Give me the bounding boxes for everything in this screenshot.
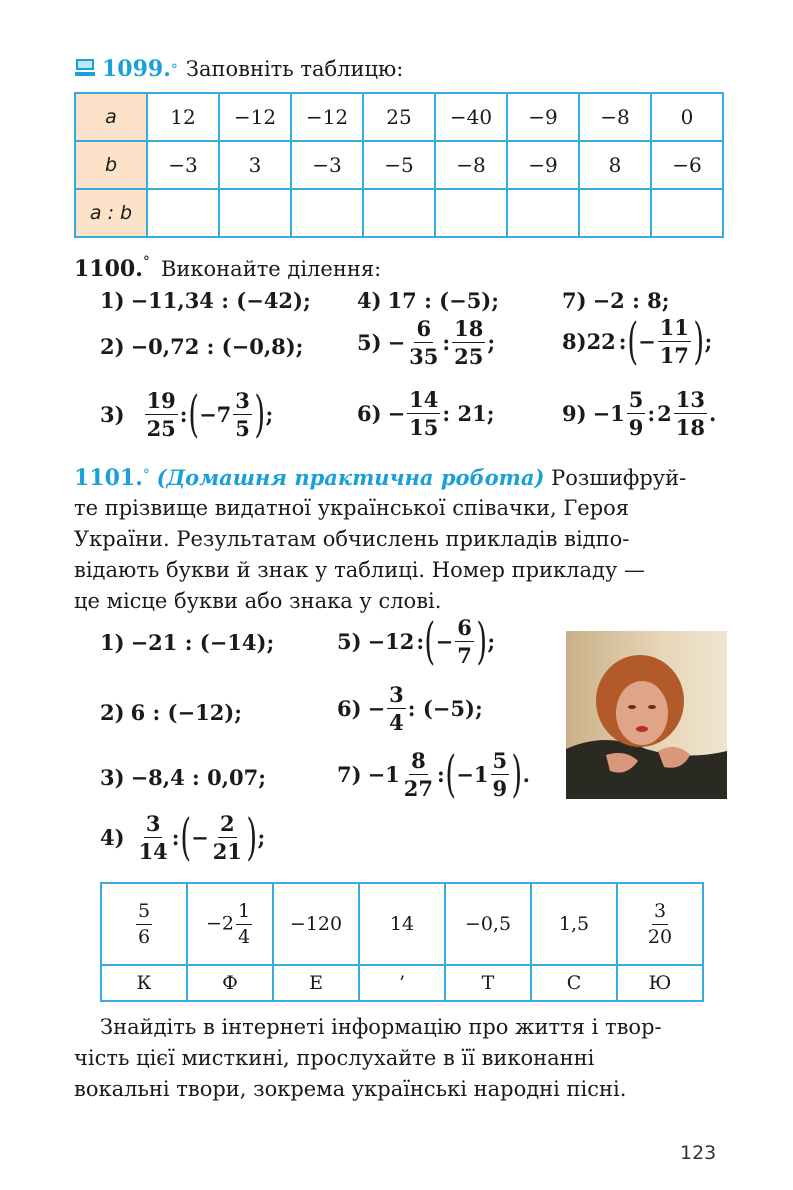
left-paren: ( xyxy=(424,612,436,670)
minus-sign: − xyxy=(638,328,656,354)
table-cell: −0,5 xyxy=(445,883,531,965)
operator: : xyxy=(416,628,425,654)
item-expression: : 21; xyxy=(442,401,495,426)
item-expression: −11,34 : (−42); xyxy=(130,288,311,313)
letter-cell: Т xyxy=(445,965,531,1001)
minus-sign: − xyxy=(435,628,454,654)
text-line: України. Результатам обчислень прикладів відпо- xyxy=(74,527,630,551)
minus-sign: − xyxy=(191,824,209,850)
answer-cell[interactable] xyxy=(435,189,507,237)
item-expression: 17 : (−5); xyxy=(387,288,499,313)
ex1100-item-5 xyxy=(357,318,495,367)
degree-mark: ° xyxy=(142,254,150,270)
table-cell: −5 xyxy=(363,141,435,189)
operator: : xyxy=(618,328,627,354)
denominator: 5 xyxy=(235,415,250,441)
ex1101-item-6 xyxy=(337,684,483,733)
ex1100-text: Виконайте ділення: xyxy=(160,257,382,281)
ex1101-heading xyxy=(74,462,724,494)
table-cell: −6 xyxy=(651,141,723,189)
letter-cell: Ю xyxy=(617,965,703,1001)
fraction xyxy=(233,387,252,441)
item-label: 1) xyxy=(100,630,125,655)
answer-cell[interactable] xyxy=(147,189,219,237)
left-paren: ( xyxy=(187,385,199,443)
ex1100-item-2 xyxy=(100,334,303,359)
table-row xyxy=(101,965,703,1001)
numerator: 11 xyxy=(659,314,689,340)
table-cell: 1,5 xyxy=(531,883,617,965)
denominator: 6 xyxy=(137,925,151,948)
ex1101-text-first: Розшифруй- xyxy=(551,466,687,490)
ex1101-item-2 xyxy=(100,700,242,725)
table-cell: −40 xyxy=(435,93,507,141)
denominator: 35 xyxy=(409,344,439,369)
ex1100-item-9 xyxy=(562,389,716,438)
item-label: 3) xyxy=(100,765,125,790)
numerator: 6 xyxy=(457,614,472,640)
left-paren: ( xyxy=(626,312,638,370)
text-line: це місце букви або знака у слові. xyxy=(74,589,442,613)
punctuation: ; xyxy=(257,824,266,850)
decoding-table xyxy=(100,882,704,1002)
table-row xyxy=(101,883,703,965)
punctuation: ; xyxy=(265,401,274,427)
ex1100-item-6 xyxy=(357,389,494,438)
ex1101-item-4 xyxy=(100,808,266,866)
item-label: 6) xyxy=(337,696,362,721)
left-paren: ( xyxy=(179,808,191,866)
table-cell: 25 xyxy=(363,93,435,141)
ex1101-title: (Домашня практична робота) xyxy=(156,465,545,490)
letter-cell: Е xyxy=(273,965,359,1001)
answer-cell[interactable] xyxy=(219,189,291,237)
fraction xyxy=(452,318,485,367)
denominator: 21 xyxy=(212,838,242,864)
right-paren: ) xyxy=(476,612,488,670)
denominator: 7 xyxy=(457,642,472,668)
ex1100-heading xyxy=(74,256,381,282)
row-label-a: a xyxy=(75,93,147,141)
answer-cell[interactable] xyxy=(291,189,363,237)
ex1101-item-5 xyxy=(337,612,496,670)
item-expression: −2 : 8; xyxy=(592,288,670,313)
item-label: 1) xyxy=(100,288,125,313)
ex1100-item-1 xyxy=(100,288,311,313)
mixed-whole: 2 xyxy=(657,401,672,426)
item-label: 9) xyxy=(562,401,587,426)
denominator: 20 xyxy=(647,925,673,948)
item-expression: −8,4 : 0,07; xyxy=(130,765,266,790)
fraction xyxy=(491,747,510,801)
operator: : xyxy=(179,401,188,427)
text-line: те прізвище видатної української співачки, Героя xyxy=(74,496,630,520)
table-row xyxy=(75,189,723,237)
numerator: 5 xyxy=(136,902,152,925)
table-cell: 14 xyxy=(359,883,445,965)
mixed-whole: −1 xyxy=(456,761,489,787)
numerator: 14 xyxy=(409,387,439,412)
denominator: 25 xyxy=(454,344,484,369)
item-label: 2) xyxy=(100,700,125,725)
minus-sign: − xyxy=(367,696,386,721)
item-expression: −21 : (−14); xyxy=(130,630,275,655)
numerator: 1 xyxy=(236,902,252,925)
mixed-whole: −1 xyxy=(592,401,625,426)
fraction xyxy=(674,389,707,438)
operator: : xyxy=(171,824,180,850)
item-label: 2) xyxy=(100,334,125,359)
item-expression: : (−5); xyxy=(407,696,483,721)
item-label: 5) xyxy=(337,628,362,654)
page-number: 123 xyxy=(680,1142,717,1164)
table-cell: −12 xyxy=(291,93,363,141)
table-cell xyxy=(617,883,703,965)
fraction xyxy=(145,387,178,441)
ex1099-heading xyxy=(74,56,403,82)
item-expression: 6 : (−12); xyxy=(130,700,242,725)
denominator: 4 xyxy=(237,925,251,948)
fraction xyxy=(627,389,646,438)
mixed-whole: −1 xyxy=(367,761,400,787)
table-cell: −9 xyxy=(507,93,579,141)
right-paren: ) xyxy=(693,312,705,370)
row-label-quotient: a : b xyxy=(75,189,147,237)
table-cell: 8 xyxy=(579,141,651,189)
answer-cell[interactable] xyxy=(363,189,435,237)
denominator: 27 xyxy=(403,775,434,801)
numerator: 19 xyxy=(146,387,176,413)
ex1100-item-8 xyxy=(562,312,713,370)
computer-icon xyxy=(74,58,96,78)
item-label: 5) xyxy=(357,330,382,355)
table-cell: −8 xyxy=(579,93,651,141)
mixed-whole: −2 xyxy=(205,912,234,934)
item-label: 6) xyxy=(357,401,382,426)
ex1100-item-7 xyxy=(562,288,670,313)
answer-cell[interactable] xyxy=(651,189,723,237)
ex1099-table xyxy=(74,92,724,238)
left-paren: ( xyxy=(445,745,456,803)
denominator: 15 xyxy=(409,415,439,440)
fraction xyxy=(387,684,406,733)
item-label: 4) xyxy=(357,288,382,313)
row-label-b: b xyxy=(75,141,147,189)
answer-cell[interactable] xyxy=(507,189,579,237)
numerator: 5 xyxy=(628,387,644,412)
punctuation: ; xyxy=(487,330,496,355)
item-label: 4) xyxy=(100,824,125,850)
denominator: 18 xyxy=(675,415,706,440)
numerator: 3 xyxy=(652,902,668,925)
numerator: 5 xyxy=(492,747,508,773)
ex1099-number: 1099. xyxy=(102,56,171,82)
numerator: 2 xyxy=(219,810,235,836)
degree-mark: ° xyxy=(142,467,150,483)
whole-number: −12 xyxy=(367,628,415,654)
fraction xyxy=(407,318,440,367)
item-label: 3) xyxy=(100,401,125,427)
denominator: 4 xyxy=(389,710,404,735)
fraction xyxy=(211,810,244,864)
operator: : xyxy=(647,401,656,426)
ex1101-item-1 xyxy=(100,630,274,655)
mixed-whole: −7 xyxy=(199,401,232,427)
denominator: 14 xyxy=(138,838,168,864)
item-label: 8) xyxy=(562,328,587,354)
item-label: 7) xyxy=(337,761,362,787)
ex1100-item-3 xyxy=(100,385,274,443)
ex1101-item-3 xyxy=(100,765,266,790)
singer-portrait-image xyxy=(566,631,727,799)
punctuation: . xyxy=(522,761,530,787)
numerator: 3 xyxy=(389,682,404,707)
ex1101-description xyxy=(74,493,724,617)
table-cell: −3 xyxy=(147,141,219,189)
right-paren: ) xyxy=(254,385,266,443)
fraction xyxy=(137,810,170,864)
table-cell: −8 xyxy=(435,141,507,189)
table-cell xyxy=(187,883,273,965)
right-paren: ) xyxy=(246,808,258,866)
right-paren: ) xyxy=(511,745,523,803)
minus-sign: − xyxy=(387,330,406,355)
numerator: 6 xyxy=(416,316,432,341)
text-line: чість цієї мисткині, прослухайте в її виконанні xyxy=(74,1046,595,1070)
whole-number: 22 xyxy=(586,328,616,354)
numerator: 8 xyxy=(411,747,426,773)
numerator: 18 xyxy=(454,316,484,341)
answer-cell[interactable] xyxy=(579,189,651,237)
letter-cell: ’ xyxy=(359,965,445,1001)
punctuation: ; xyxy=(487,628,496,654)
denominator: 9 xyxy=(492,775,508,801)
table-cell: −120 xyxy=(273,883,359,965)
denominator: 9 xyxy=(628,415,644,440)
table-cell: −12 xyxy=(219,93,291,141)
table-cell: 12 xyxy=(147,93,219,141)
fraction xyxy=(402,747,435,801)
text-line: вокальні твори, зокрема українські народні пісні. xyxy=(74,1077,627,1101)
table-cell: 3 xyxy=(219,141,291,189)
table-cell: 0 xyxy=(651,93,723,141)
fraction xyxy=(407,389,440,438)
numerator: 13 xyxy=(675,387,706,412)
ex1101-item-7 xyxy=(337,745,530,803)
letter-cell: К xyxy=(101,965,187,1001)
table-cell xyxy=(101,883,187,965)
minus-sign: − xyxy=(387,401,406,426)
ex1100-number: 1100. xyxy=(74,256,143,282)
denominator: 17 xyxy=(659,342,689,368)
operator: : xyxy=(437,761,445,787)
table-row xyxy=(75,93,723,141)
closing-paragraph xyxy=(74,1012,724,1105)
numerator: 3 xyxy=(145,810,161,836)
denominator: 25 xyxy=(146,415,176,441)
table-cell: −3 xyxy=(291,141,363,189)
fraction xyxy=(455,614,474,668)
table-cell: −9 xyxy=(507,141,579,189)
item-label: 7) xyxy=(562,288,587,313)
text-line: відають букви й знак у таблиці. Номер прикладу — xyxy=(74,558,645,582)
text-line: Знайдіть в інтернеті інформацію про життя і твор- xyxy=(100,1015,662,1039)
fraction xyxy=(658,314,691,368)
ex1101-number: 1101. xyxy=(74,465,143,491)
numerator: 3 xyxy=(235,387,250,413)
ex1100-item-4 xyxy=(357,288,499,313)
table-row xyxy=(75,141,723,189)
operator: : xyxy=(442,330,451,355)
letter-cell: Ф xyxy=(187,965,273,1001)
punctuation: . xyxy=(709,401,717,426)
letter-cell: С xyxy=(531,965,617,1001)
punctuation: ; xyxy=(704,328,713,354)
ex1099-text: Заповніть таблицю: xyxy=(185,57,404,81)
item-expression: −0,72 : (−0,8); xyxy=(130,334,304,359)
degree-mark: ° xyxy=(170,62,178,78)
